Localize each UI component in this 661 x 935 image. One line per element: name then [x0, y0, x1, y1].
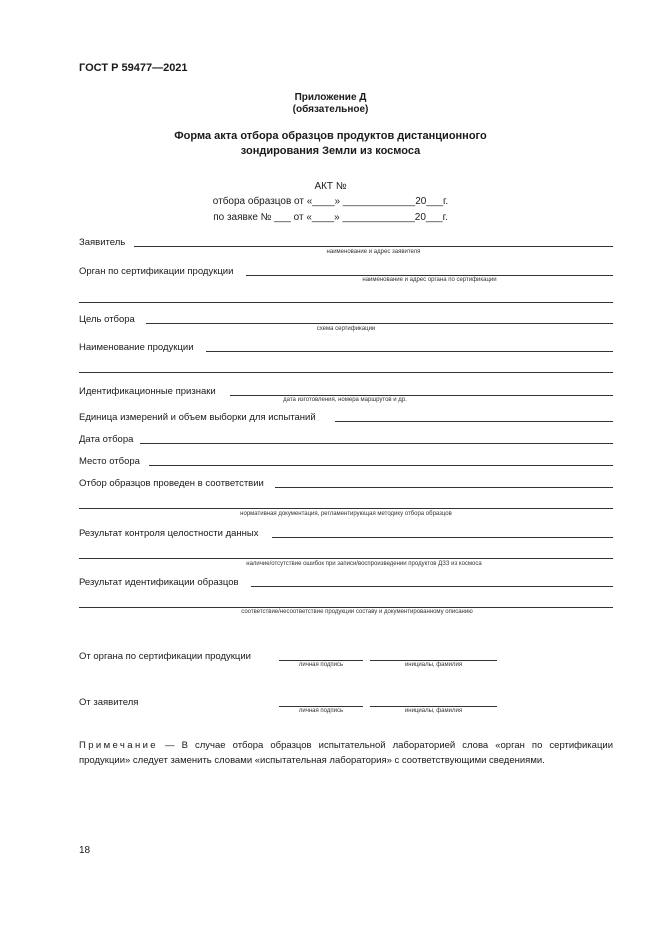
- integrity-label: Результат контроля целостности данных: [79, 528, 259, 539]
- product-name-label: Наименование продукции: [79, 342, 194, 353]
- cert-body-label: Орган по сертификации продукции: [79, 266, 234, 277]
- act-date: отбора образцов от «____» _____________20___г.: [212, 196, 449, 207]
- note-label: Примечание: [79, 740, 158, 751]
- note: [79, 738, 613, 768]
- act-number: АКТ №: [314, 181, 347, 192]
- ident-result-label: Результат идентификации образцов: [79, 577, 239, 588]
- ident-result-line: [251, 586, 613, 587]
- accordance-label: Отбор образцов проведен в соответствии: [79, 478, 264, 489]
- ident-result-line-2: [79, 607, 613, 608]
- ident-result-caption: соответствие/несоответствие продукции составу и документированному описанию: [241, 609, 473, 615]
- integrity-caption: наличие/отсутствие ошибок при записи/воспроизведении продуктов ДЗЗ из космоса: [246, 561, 482, 567]
- applicant-line: [134, 246, 613, 247]
- sign-cert-body-signature-caption: личная подпись: [298, 662, 344, 668]
- applicant-caption: наименование и адрес заявителя: [326, 249, 421, 255]
- purpose-caption: схема сертификации: [316, 326, 376, 332]
- identification-label: Идентификационные признаки: [79, 386, 216, 397]
- place-label: Место отбора: [79, 456, 140, 467]
- integrity-line-2: [79, 558, 613, 559]
- cert-body-caption: наименование и адрес органа по сертификации: [362, 277, 497, 283]
- date-label: Дата отбора: [79, 434, 134, 445]
- standard-code: ГОСТ Р 59477—2021: [79, 62, 188, 74]
- purpose-label: Цель отбора: [79, 314, 135, 325]
- cert-body-line-2: [79, 302, 613, 303]
- integrity-line: [272, 537, 613, 538]
- sign-cert-body-signature-line: [279, 660, 363, 661]
- sign-cert-body-label: От органа по сертификации продукции: [79, 651, 251, 662]
- form-title-line1: Форма акта отбора образцов продуктов дистанционного: [174, 130, 487, 142]
- units-line: [335, 421, 613, 422]
- identification-caption: дата изготовления, номера маршрутов и др.: [283, 397, 407, 403]
- page-number: 18: [79, 845, 91, 856]
- note-text: — В случае отбора образцов испытательной лабораторией слова «орган по сертификации продукции» следует заменить словами «испытательная лаборатория» с соответствующими сведениями.: [79, 740, 613, 766]
- appendix-title: Приложение Д: [294, 92, 367, 103]
- date-line: [140, 443, 613, 444]
- units-label: Единица измерений и объем выборки для испытаний: [79, 412, 316, 423]
- accordance-line-2: [79, 508, 613, 509]
- accordance-caption: нормативная документация, регламентирующая методику отбора образцов: [240, 511, 452, 517]
- cert-body-line: [246, 275, 613, 276]
- product-name-line-2: [79, 372, 613, 373]
- appendix-status: (обязательное): [292, 104, 369, 115]
- sign-cert-body-initials-caption: инициалы, фамилия: [404, 662, 463, 668]
- sign-applicant-signature-line: [279, 706, 363, 707]
- sign-cert-body-initials-line: [370, 660, 497, 661]
- place-line: [149, 465, 613, 466]
- purpose-line: [146, 323, 613, 324]
- act-request: по заявке № ___ от «____» _____________20___г.: [213, 212, 448, 223]
- sign-applicant-initials-line: [370, 706, 497, 707]
- sign-applicant-signature-caption: личная подпись: [298, 708, 344, 714]
- applicant-label: Заявитель: [79, 237, 126, 248]
- identification-line: [230, 395, 613, 396]
- accordance-line: [275, 487, 613, 488]
- product-name-line: [206, 351, 613, 352]
- form-title-line2: зондирования Земли из космоса: [240, 145, 421, 157]
- sign-applicant-label: От заявителя: [79, 697, 139, 708]
- sign-applicant-initials-caption: инициалы, фамилия: [404, 708, 463, 714]
